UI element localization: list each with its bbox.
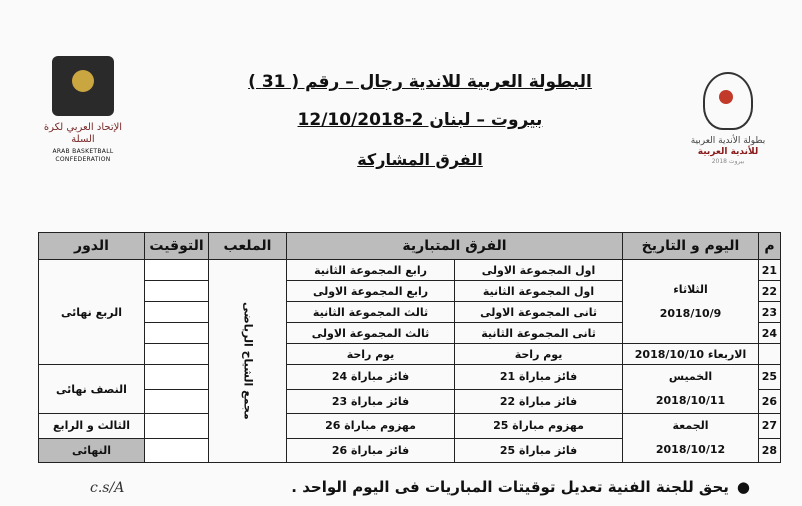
venue-cell <box>209 260 287 463</box>
friday-date: 2018/10/12 <box>655 443 726 456</box>
team-a: فائز مباراة 21 <box>455 365 623 390</box>
time-cell <box>145 365 209 390</box>
thursday-day: الخميس <box>668 370 713 383</box>
match-number: 24 <box>759 323 781 344</box>
time-cell <box>145 414 209 439</box>
right-logo-line2: للأندية العربية <box>697 147 759 157</box>
match-number: 22 <box>759 281 781 302</box>
header-time: التوقيت <box>145 233 209 260</box>
page-title: البطولة العربية للاندية رجال – رقم ( 31 ) <box>248 72 592 92</box>
rest-day-a: يوم راحة <box>455 344 623 365</box>
trophy-ball-icon <box>703 72 753 130</box>
venue-name: مجمع الشياح الرياضى <box>241 302 255 420</box>
time-cell <box>145 281 209 302</box>
header-stage: الدور <box>39 233 145 260</box>
basketball-player-icon <box>52 56 114 116</box>
team-b: ثالث المجموعة الاولى <box>287 323 455 344</box>
location-dates: بيروت – لبنان 2-12/10/2018 <box>297 110 543 130</box>
tuesday-day: الثلاثاء <box>673 282 708 296</box>
footnote-text: يحق للجنة الفنية تعديل توقيتات المباريات فى اليوم الواحد . <box>291 478 729 496</box>
time-cell <box>145 344 209 365</box>
team-b: فائز مباراة 24 <box>287 365 455 390</box>
match-number: 26 <box>759 389 781 414</box>
table-row <box>39 260 781 281</box>
right-logo-line1: بطولة الأندية العربية <box>690 136 766 146</box>
header-venue: الملعب <box>209 233 287 260</box>
time-cell <box>145 302 209 323</box>
team-a: ثانى المجموعة الاولى <box>455 302 623 323</box>
section-title: الفرق المشاركة <box>357 150 483 169</box>
table-header-row <box>39 233 781 260</box>
team-a: اول المجموعة الاولى <box>455 260 623 281</box>
team-b: ثالث المجموعة الثانية <box>287 302 455 323</box>
stage-third: الثالث و الرابع <box>39 414 145 439</box>
stage-final: النهائى <box>39 438 145 463</box>
team-a: ثانى المجموعة الثانية <box>455 323 623 344</box>
time-cell <box>145 323 209 344</box>
team-b: فائز مباراة 26 <box>287 438 455 463</box>
stage-quarter: الربع نهائى <box>39 260 145 365</box>
stage-semi: النصف نهائى <box>39 365 145 414</box>
wednesday-label: الاربعاء 2018/10/10 <box>623 344 759 365</box>
left-logo-arabic: الإتحاد العربي لكرة السلة <box>43 122 123 145</box>
match-number: 25 <box>759 365 781 390</box>
table-row <box>39 365 781 390</box>
team-a: فائز مباراة 22 <box>455 389 623 414</box>
match-number: 28 <box>759 438 781 463</box>
team-a: اول المجموعة الثانية <box>455 281 623 302</box>
match-number: 27 <box>759 414 781 439</box>
team-a: فائز مباراة 25 <box>455 438 623 463</box>
tuesday-date: 2018/10/9 <box>659 306 722 320</box>
tournament-logo <box>688 72 768 182</box>
friday-cell <box>623 414 759 463</box>
schedule-table <box>38 232 781 463</box>
match-number: 21 <box>759 260 781 281</box>
rest-day-b: يوم راحة <box>287 344 455 365</box>
right-logo-line3: بيروت 2018 <box>711 158 745 165</box>
team-b: رابع المجموعة الثانية <box>287 260 455 281</box>
time-cell <box>145 260 209 281</box>
header-date: اليوم و التاريخ <box>623 233 759 260</box>
team-b: مهزوم مباراة 26 <box>287 414 455 439</box>
footnote <box>280 478 750 496</box>
tuesday-cell <box>623 260 759 344</box>
thursday-cell <box>623 365 759 414</box>
header-teams: الفرق المتبارية <box>287 233 623 260</box>
thursday-date: 2018/10/11 <box>655 394 726 407</box>
table-row <box>39 414 781 439</box>
match-number: 23 <box>759 302 781 323</box>
friday-day: الجمعة <box>672 419 709 432</box>
team-a: مهزوم مباراة 25 <box>455 414 623 439</box>
match-number-empty <box>759 344 781 365</box>
handwritten-signature: c.s/A <box>90 480 125 496</box>
left-logo-english: ARAB BASKETBALL CONFEDERATION <box>52 148 114 163</box>
table-row-rest-day <box>39 344 781 365</box>
time-cell <box>145 389 209 414</box>
team-b: فائز مباراة 23 <box>287 389 455 414</box>
header-num: م <box>759 233 781 260</box>
arab-basketball-confederation-logo <box>38 56 128 176</box>
team-b: رابع المجموعة الاولى <box>287 281 455 302</box>
time-cell <box>145 438 209 463</box>
bullet-icon: ● <box>736 478 750 496</box>
